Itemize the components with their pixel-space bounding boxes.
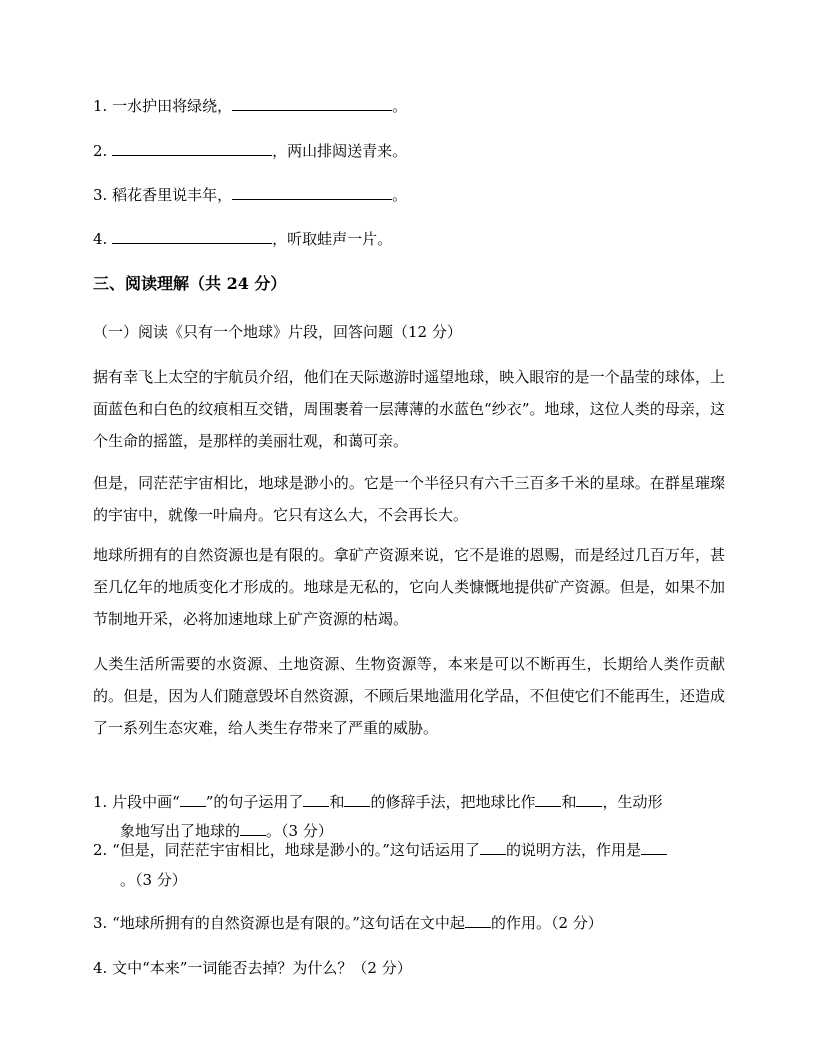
poem-line-1-end: 。 xyxy=(392,97,408,115)
poem-line-4 xyxy=(93,229,392,249)
poem-line-1-text: 一水护田将绿绕， xyxy=(112,97,233,115)
poem-line-2-text: ，两山排闼送青来。 xyxy=(272,142,408,160)
question-3 xyxy=(93,913,603,933)
poem-line-1-number: 1. xyxy=(93,97,108,115)
question-1-number: 1. xyxy=(93,793,108,811)
question-2-continued xyxy=(120,870,187,890)
question-1-text: 和 xyxy=(561,793,577,811)
question-3-text: “地球所拥有的自然资源也是有限的。”这句话在文中起 xyxy=(112,914,465,932)
question-1 xyxy=(93,792,663,812)
question-1-text: ，生动形 xyxy=(602,793,663,811)
question-4-number: 4. xyxy=(93,959,108,977)
poem-line-4-number: 4. xyxy=(93,230,108,248)
passage-paragraph-2: 但是，同茫茫宇宙相比，地球是渺小的。它是一个半径只有六千三百多千米的星球。在群星璀璨的宇宙中，就像一叶扁舟。它只有这么大，不会再长大。 xyxy=(93,474,725,524)
answer-blank[interactable] xyxy=(576,792,602,807)
answer-blank[interactable] xyxy=(240,821,266,836)
answer-blank[interactable] xyxy=(112,229,272,244)
question-2-text: “但是，同茫茫宇宙相比，地球是渺小的。”这句话运用了 xyxy=(112,841,480,859)
question-1-text: 片段中画“ xyxy=(112,793,180,811)
passage-paragraph-1: 据有幸飞上太空的宇航员介绍，他们在天际遨游时遥望地球，映入眼帘的是一个晶莹的球体，上面蓝色和白色的纹痕相互交错，周围裹着一层薄薄的水蓝色“纱衣”。地球，这位人类的母亲，这个生命的摇篮，是那样的美丽壮观，和蔼可亲。 xyxy=(93,368,725,450)
poem-line-1 xyxy=(93,96,407,116)
question-2-text: 的说明方法，作用是 xyxy=(505,841,641,859)
question-2-text: 。（3 分） xyxy=(120,871,187,889)
poem-line-2 xyxy=(93,141,407,161)
question-1-text: ”的句子运用了 xyxy=(205,793,304,811)
section-title: 三、阅读理解（共 24 分） xyxy=(93,274,287,293)
sub-section-title: （一）阅读《只有一个地球》片段，回答问题（12 分） xyxy=(93,323,462,341)
question-4-text: 文中“本来”一词能否去掉？为什么？（2 分） xyxy=(112,959,412,977)
passage-paragraph-4: 人类生活所需要的水资源、土地资源、生物资源等，本来是可以不断再生，长期给人类作贡献的。但是，因为人们随意毁坏自然资源，不顾后果地滥用化学品，不但使它们不能再生，还造成了一系列生态灾难，给人类生存带来了严重的威胁。 xyxy=(93,655,725,737)
question-1-text: 的修辞手法，把地球比作 xyxy=(370,793,536,811)
question-4 xyxy=(93,958,412,978)
poem-line-3-text: 稻花香里说丰年， xyxy=(112,186,233,204)
answer-blank[interactable] xyxy=(303,792,329,807)
question-1-text: 。（3 分） xyxy=(266,822,333,840)
question-1-text: 象地写出了地球的 xyxy=(120,822,241,840)
passage-paragraph-3: 地球所拥有的自然资源也是有限的。拿矿产资源来说，它不是谁的恩赐，而是经过几百万年，甚至几亿年的地质变化才形成的。地球是无私的，它向人类慷慨地提供矿产资源。但是，如果不加节制地开采，必将加速地球上矿产资源的枯竭。 xyxy=(93,546,725,628)
answer-blank[interactable] xyxy=(112,141,272,156)
answer-blank[interactable] xyxy=(465,913,491,928)
answer-blank[interactable] xyxy=(535,792,561,807)
question-3-text: 的作用。（2 分） xyxy=(490,914,603,932)
answer-blank[interactable] xyxy=(232,96,392,111)
answer-blank[interactable] xyxy=(641,840,667,855)
question-1-text: 和 xyxy=(329,793,345,811)
question-1-continued xyxy=(120,821,333,841)
question-3-number: 3. xyxy=(93,914,108,932)
answer-blank[interactable] xyxy=(180,792,206,807)
poem-line-3-end: 。 xyxy=(392,186,408,204)
question-2-number: 2. xyxy=(93,841,108,859)
poem-line-3-number: 3. xyxy=(93,186,108,204)
answer-blank[interactable] xyxy=(344,792,370,807)
question-2 xyxy=(93,840,667,860)
answer-blank[interactable] xyxy=(480,840,506,855)
poem-line-2-number: 2. xyxy=(93,142,108,160)
answer-blank[interactable] xyxy=(232,185,392,200)
poem-line-3 xyxy=(93,185,407,205)
poem-line-4-text: ，听取蛙声一片。 xyxy=(272,230,393,248)
